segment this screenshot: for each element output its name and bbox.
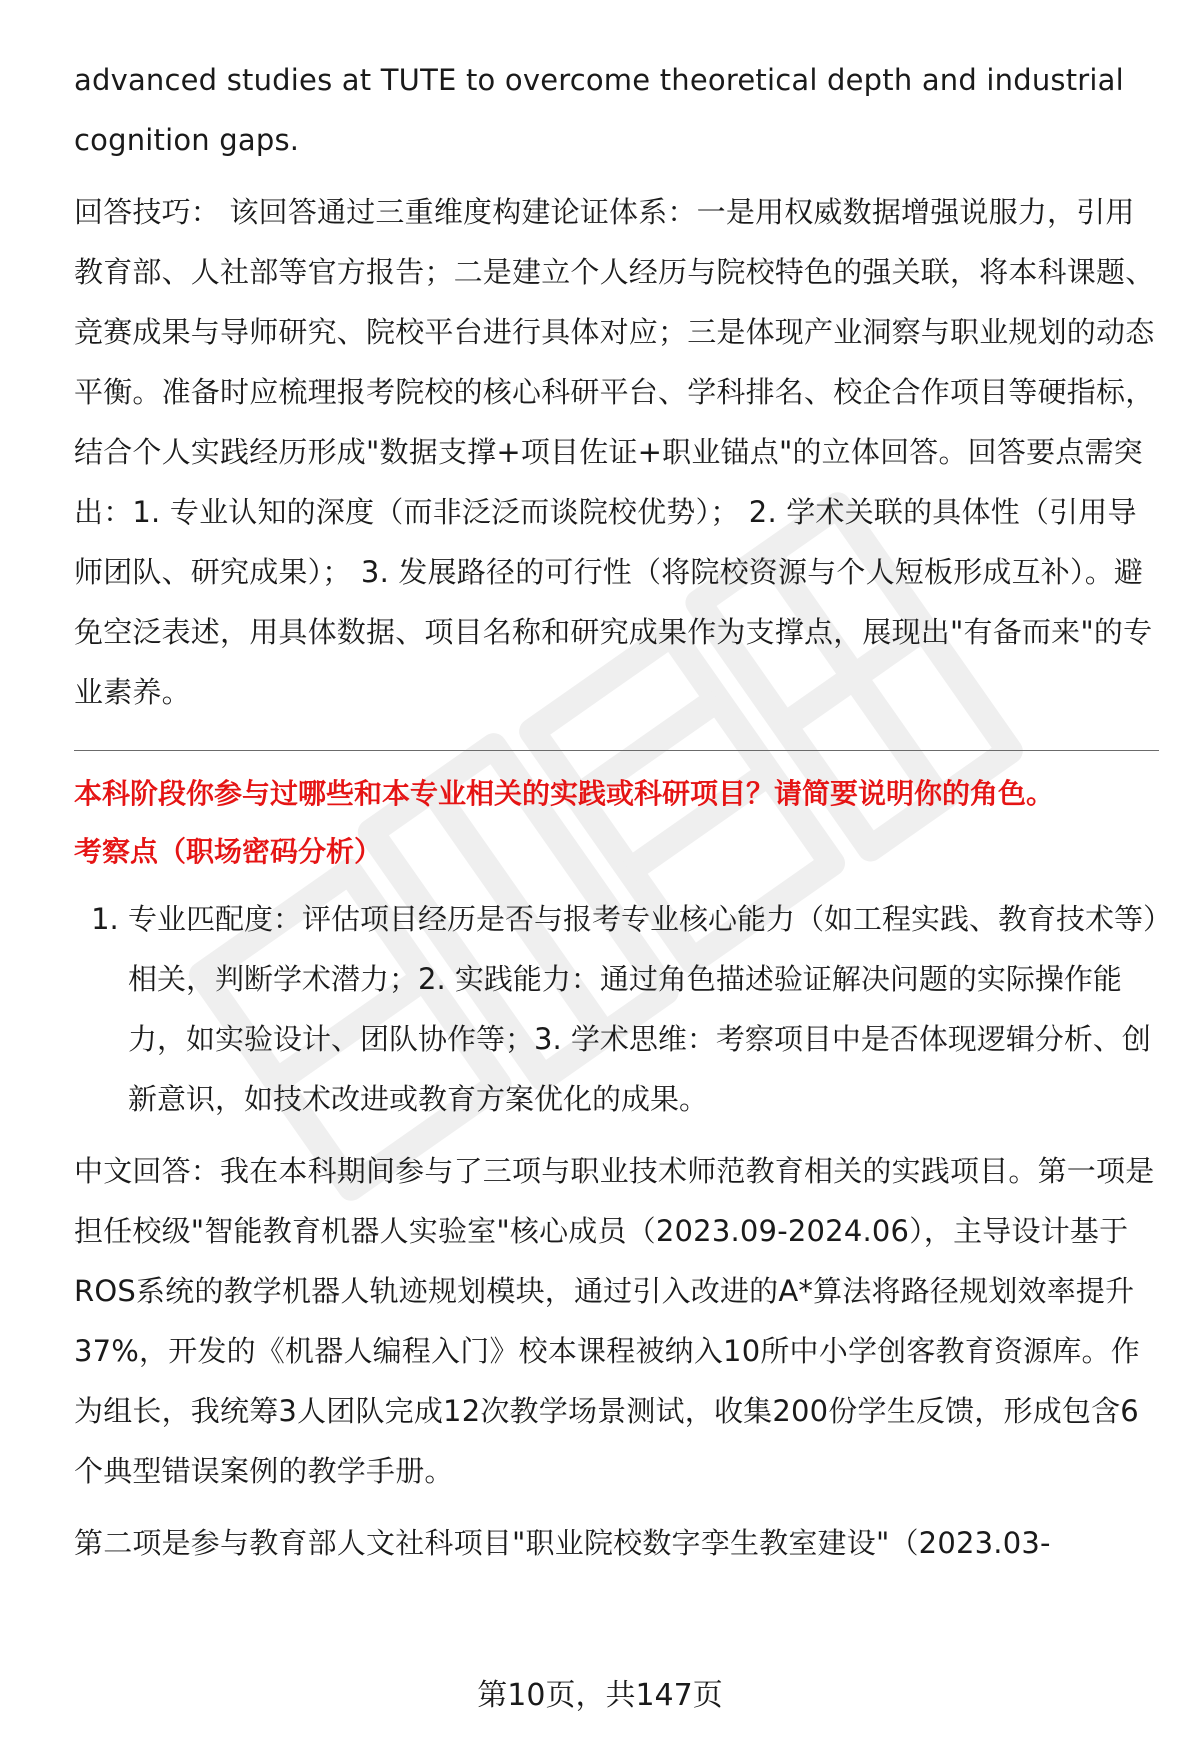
- answer-tips-paragraph: 回答技巧： 该回答通过三重维度构建论证体系：一是用权威数据增强说服力，引用教育部、人社部等官方报告；二是建立个人经历与院校特色的强关联，将本科课题、竞赛成果与导师研究、院校平台进行具体对应；三是体现产业洞察与职业规划的动态平衡。准备时应梳理报考院校的核心科研平台、学科排名、校企合作项目等硬指标，结合个人实践经历形成"数据支撑+项目佐证+职业锚点"的立体回答。回答要点需突出：1. 专业认知的深度（而非泛泛而谈院校优势）； 2. 学术关联的具体性（引用导师团队、研究成果）； 3. 发展路径的可行性（将院校资源与个人短板形成互补）。避免空泛表述，用具体数据、项目名称和研究成果作为支撑点，展现出"有备而来"的专业素养。: [74, 195, 1155, 709]
- assessment-points-heading: 考察点（职场密码分析）: [74, 835, 383, 868]
- second-project-paragraph: 第二项是参与教育部人文社科项目"职业院校数字孪生教室建设"（2023.03-: [74, 1526, 1051, 1560]
- page-number: 第10页，共147页: [477, 1678, 723, 1713]
- list-item: 1. 专业匹配度：评估项目经历是否与报考专业核心能力（如工程实践、教育技术等）相关，判断学术潜力；2. 实践能力：通过角色描述验证解决问题的实际操作能力，如实验设计、团队协作等；3. 学术思维：考察项目中是否体现逻辑分析、创新意识，如技术改进或教育方案优化的成果。: [128, 889, 1159, 1129]
- question-heading: 本科阶段你参与过哪些和本专业相关的实践或科研项目？请简要说明你的角色。: [74, 777, 1055, 810]
- chinese-answer-paragraph: 中文回答：我在本科期间参与了三项与职业技术师范教育相关的实践项目。第一项是担任校级"智能教育机器人实验室"核心成员（2023.09-2024.06），主导设计基于ROS系统的教学机器人轨迹规划模块，通过引入改进的A*算法将路径规划效率提升37%，开发的《机器人编程入门》校本课程被纳入10所中小学创客教育资源库。作为组长，我统筹3人团队完成12次教学场景测试，收集200份学生反馈，形成包含6个典型错误案例的教学手册。: [74, 1154, 1155, 1488]
- document-body: [74, 50, 1159, 1573]
- intro-paragraph: advanced studies at TUTE to overcome theoretical depth and industrial cognition gaps.: [74, 63, 1124, 157]
- assessment-points-list: [74, 889, 1159, 1129]
- section-divider: [74, 750, 1159, 751]
